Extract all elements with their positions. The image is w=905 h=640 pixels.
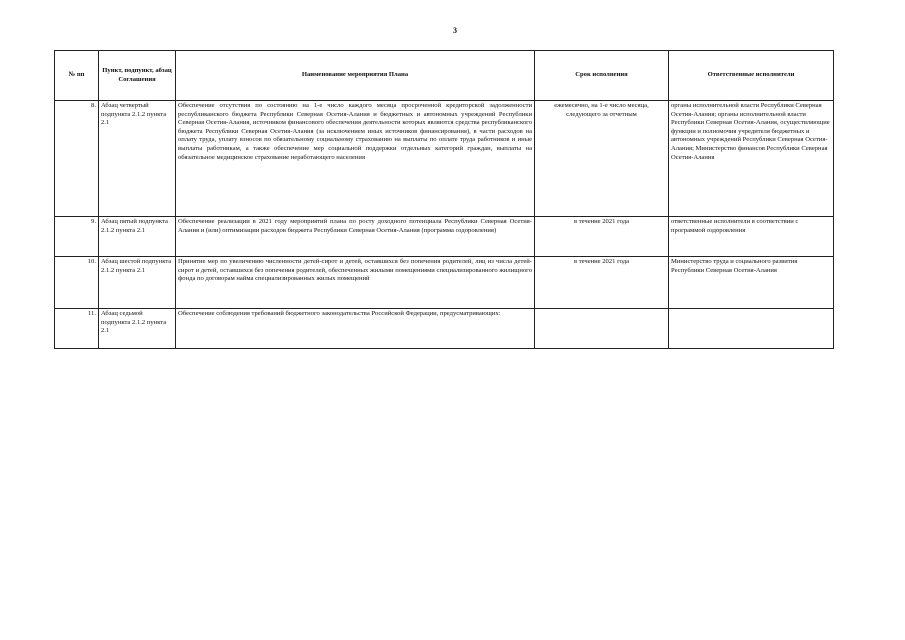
table-row (55, 309, 834, 349)
header-num: № пп (55, 51, 99, 101)
plan-table (54, 50, 834, 349)
row-deadline: ежемесячно, на 1-е число месяца, следующего за отчетным (535, 101, 669, 217)
header-item: Пункт, подпункт, абзац Соглашения (99, 51, 176, 101)
row-item: Абзац четвертый подпункта 2.1.2 пункта 2.1 (99, 101, 176, 217)
row-responsible: ответственные исполнители в соответствии с программой оздоровления (669, 217, 834, 257)
table-row (55, 257, 834, 309)
row-item: Абзац шестой подпункта 2.1.2 пункта 2.1 (99, 257, 176, 309)
row-item: Абзац пятый подпункта 2.1.2 пункта 2.1 (99, 217, 176, 257)
row-event: Обеспечение отсутствия по состоянию на 1-е число каждого месяца просроченной кредиторской задолженности республиканского бюджета Республики Северная Осетия-Алания и бюджетных и автономных учреждений Республики Северная Осетия-Алания, источником финансового обеспечения деятельности которых являются средства республиканского бюджета Республики Северная Осетия-Алания (за исключением иных источников финансирования), в части расходов на оплату труда, уплату взносов по обязательному социальному страхованию на выплаты по оплате труда работников и иные выплаты работникам, а также обеспечение мер социальной поддержки отдельных категорий граждан, выплаты на обязательное медицинское страхование неработающего населения (176, 101, 535, 217)
row-responsible (669, 309, 834, 349)
table-header-row (55, 51, 834, 101)
row-deadline (535, 309, 669, 349)
row-event: Обеспечение соблюдения требований бюджетного законодательства Российской Федерации, предусматривающих: (176, 309, 535, 349)
row-event: Принятие мер по увеличению численности детей-сирот и детей, оставшихся без попечения родителей, лиц из числа детей-сирот и детей, оставшихся без попечения родителей, обеспеченных жилыми помещениями специализированного жилищного фонда по договорам найма специализированных жилых помещений (176, 257, 535, 309)
page-number: 3 (453, 26, 457, 35)
table-row (55, 217, 834, 257)
header-event: Наименование мероприятия Плана (176, 51, 535, 101)
row-deadline: в течение 2021 года (535, 257, 669, 309)
row-num: 10. (55, 257, 99, 309)
row-num: 8. (55, 101, 99, 217)
row-deadline: в течение 2021 года (535, 217, 669, 257)
row-num: 11. (55, 309, 99, 349)
row-responsible: органы исполнительной власти Республики Северная Осетия-Алания; органы исполнительной власти Республики Северная Осетия-Алания, осуществляющие функции и полномочия учредителя бюджетных и автономных учреждений Республики Северная Осетия-Алания; Министерство финансов Республики Северная Осетия-Алания (669, 101, 834, 217)
row-responsible: Министерство труда и социального развития Республики Северная Осетия-Алания (669, 257, 834, 309)
row-event: Обеспечение реализации в 2021 году мероприятий плана по росту доходного потенциала Республики Северная Осетия-Алания и (или) оптимизации расходов бюджета Республики Северная Осетия-Алания (программа оздоровления) (176, 217, 535, 257)
row-num: 9. (55, 217, 99, 257)
header-responsible: Ответственные исполнители (669, 51, 834, 101)
row-item: Абзац седьмой подпункта 2.1.2 пункта 2.1 (99, 309, 176, 349)
table-row (55, 101, 834, 217)
header-deadline: Срок исполнения (535, 51, 669, 101)
